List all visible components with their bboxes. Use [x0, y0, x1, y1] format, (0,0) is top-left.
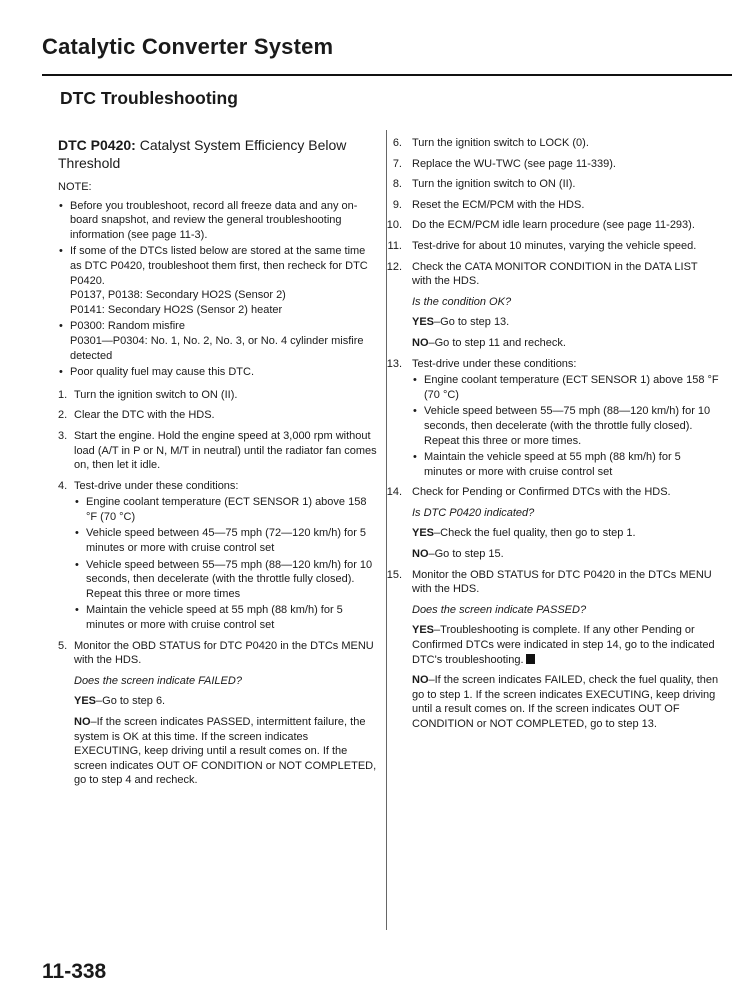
step-2: 2. Clear the DTC with the HDS.	[58, 409, 215, 422]
left-column	[58, 136, 378, 794]
dtc-code: DTC P0420:	[58, 137, 136, 153]
end-marker-icon	[526, 654, 535, 664]
step-8: 8. Turn the ignition switch to ON (II).	[392, 178, 576, 191]
condition-item: • Vehicle speed between 55—75 mph (88—120 km/h) for 10 seconds, then decelerate (with the throttle fully closed). Repeat this three or more times.	[412, 404, 720, 448]
step-6: 6. Turn the ignition switch to LOCK (0).	[392, 137, 589, 149]
dtc-heading	[58, 136, 378, 172]
note-text: P0300: Random misfire	[70, 320, 185, 333]
step-3: 3. Start the engine. Hold the engine speed at 3,000 rpm without load (A/T in P or N, M/T in neutral) until the radiator fan comes on, then let it idle.	[58, 429, 377, 472]
note-item	[58, 319, 378, 363]
note-item: • Poor quality fuel may cause this DTC.	[58, 365, 378, 380]
yes-answer: YES–Go to step 13.	[412, 316, 510, 329]
note-list	[58, 199, 378, 380]
note-sub: P0301—P0304: No. 1, No. 2, No. 3, or No. 4 cylinder misfire detected	[70, 334, 364, 362]
yes-answer: YES–Troubleshooting is complete. If any other Pending or Confirmed DTCs were indicated in step 14, go to the indicated DTC's troubleshooting.	[412, 624, 715, 666]
dtc-title: Catalyst System Efficiency Below Threshold	[58, 137, 347, 171]
step-question: Is the condition OK?	[412, 295, 512, 308]
section-title: DTC Troubleshooting	[60, 88, 238, 108]
condition-list	[412, 373, 720, 479]
step-5: 5. Monitor the OBD STATUS for DTC P0420 in the DTCs MENU with the HDS. Does the screen indicate FAILED? YES–Go to step 6. NO–If the screen indicates PASSED, intermittent failure, the system is OK at this time. If the screen indicates EXECUTING, keep driving until a result comes on. If the screen indicates OUT OF CONDITION or NOT COMPLETED, go to step 4 and recheck.	[58, 639, 377, 787]
yes-answer: YES–Check the fuel quality, then go to step 1.	[412, 527, 636, 540]
step-10: 10. Do the ECM/PCM idle learn procedure (see page 11-293).	[386, 219, 695, 232]
note-text: If some of the DTCs listed below are stored at the same time as DTC P0420, troubleshoot them first, then recheck for DTC P0420.	[70, 245, 368, 287]
step-12: 12. Check the CATA MONITOR CONDITION in the DATA LIST with the HDS. Is the condition OK? YES–Go to step 13. NO–Go to step 11 and recheck.	[386, 260, 720, 351]
note-item	[58, 244, 378, 317]
condition-item: • Vehicle speed between 55—75 mph (88—120 km/h) for 10 seconds, then decelerate (with the throttle fully closed). Repeat this three or more times	[74, 558, 378, 602]
step-question: Does the screen indicate PASSED?	[412, 603, 587, 616]
page-title: Catalytic Converter System	[42, 34, 334, 59]
step-9: 9. Reset the ECM/PCM with the HDS.	[392, 198, 585, 211]
condition-item: • Maintain the vehicle speed at 55 mph (88 km/h) for 5 minutes or more with cruise control set	[74, 603, 378, 632]
note-sub: P0137, P0138: Secondary HO2S (Sensor 2)	[70, 289, 286, 302]
step-7: 7. Replace the WU-TWC (see page 11-339).	[392, 157, 616, 170]
note-label: NOTE:	[58, 181, 92, 193]
page-number: 11-338	[42, 960, 107, 983]
step-question: Does the screen indicate FAILED?	[74, 674, 242, 687]
step-question: Is DTC P0420 indicated?	[412, 506, 535, 519]
note-item: • Before you troubleshoot, record all freeze data and any on-board snapshot, and review the general troubleshooting information (see page 11-3).	[58, 199, 378, 243]
note-sub: P0141: Secondary HO2S (Sensor 2) heater	[70, 303, 283, 316]
condition-list	[74, 495, 378, 632]
no-answer: NO–Go to step 15.	[412, 548, 504, 561]
condition-item: • Vehicle speed between 45—75 mph (72—120 km/h) for 5 minutes or more with cruise control set	[74, 526, 378, 555]
step-1: 1. Turn the ignition switch to ON (II).	[58, 388, 238, 401]
step-13: 13. Test-drive under these conditions: • Engine coolant temperature (ECT SENSOR 1) above 158 °F (70 °C) • Vehicle speed between 55—75 mph (88—120 km/h) for 10 seconds, then decelerate (with the throttle fully closed). Repeat this three or more times. • Maintain the vehicle speed at 55 mph (88 km/h) for 5 minutes or more with cruise control set	[386, 357, 720, 480]
yes-answer: YES–Go to step 6.	[74, 695, 166, 708]
step-15: 15. Monitor the OBD STATUS for DTC P0420 in the DTCs MENU with the HDS. Does the screen indicate PASSED? YES–Troubleshooting is complete. If any other Pending or Confirmed DTCs were indicated in step 14, go to the indicated DTC's troubleshooting. NO–If the screen indicates FAILED, check the fuel quality, then go to step 1. If the screen indicates EXECUTING, keep driving until a result comes on. If the screen indicates OUT OF CONDITION or NOT COMPLETED, go to step 13.	[386, 568, 719, 730]
step-11: 11. Test-drive for about 10 minutes, varying the vehicle speed.	[387, 239, 697, 252]
condition-item: • Maintain the vehicle speed at 55 mph (88 km/h) for 5 minutes or more with cruise control set	[412, 450, 720, 479]
condition-item: • Engine coolant temperature (ECT SENSOR 1) above 158 °F (70 °C)	[74, 495, 378, 524]
no-answer: NO–If the screen indicates FAILED, check the fuel quality, then go to step 1. If the screen indicates EXECUTING, keep driving until a result comes on. If the screen indicates OUT OF CONDITION or NOT COMPLETED, go to step 13.	[412, 674, 719, 730]
step-4: 4. Test-drive under these conditions: • Engine coolant temperature (ECT SENSOR 1) above 158 °F (70 °C) • Vehicle speed between 45—75 mph (72—120 km/h) for 5 minutes or more with cruise control set • Vehicle speed between 55—75 mph (88—120 km/h) for 10 seconds, then decelerate (with the throttle fully closed). Repeat this three or more times • Maintain the vehicle speed at 55 mph (88 km/h) for 5 minutes or more with cruise control set	[58, 479, 378, 633]
step-14: 14. Check for Pending or Confirmed DTCs with the HDS. Is DTC P0420 indicated? YES–Check the fuel quality, then go to step 1. NO–Go to step 15.	[386, 485, 720, 561]
title-rule	[42, 74, 732, 76]
right-column	[386, 136, 720, 738]
condition-item: • Engine coolant temperature (ECT SENSOR 1) above 158 °F (70 °C)	[412, 373, 720, 402]
no-answer: NO–Go to step 11 and recheck.	[412, 336, 566, 349]
no-answer: NO–If the screen indicates PASSED, intermittent failure, the system is OK at this time. If the screen indicates EXECUTING, keep driving until a result comes on. If the screen indicates OUT OF CONDITION or NOT COMPLETED, go to step 4 and recheck.	[74, 716, 377, 787]
